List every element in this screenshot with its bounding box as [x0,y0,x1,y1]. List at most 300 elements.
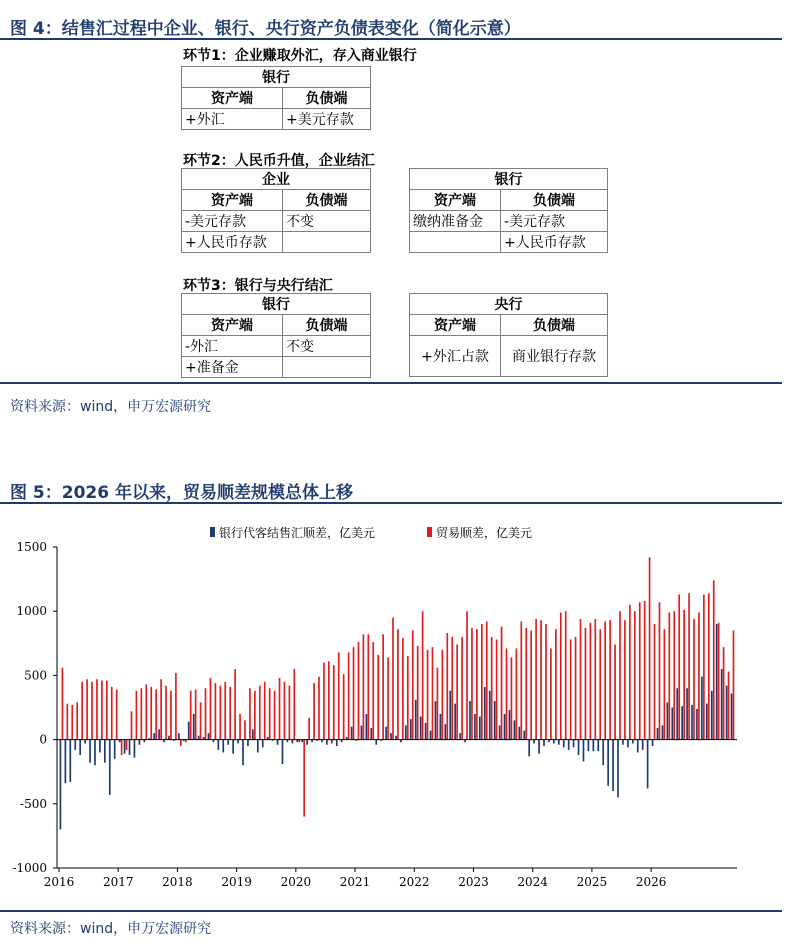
bar-trade-surplus [733,630,735,739]
x-tick-label: 2022 [398,875,430,889]
bar-fx-settlement [361,725,363,739]
bar-fx-settlement [232,740,234,754]
bar-trade-surplus [279,678,281,740]
bar-fx-settlement [642,740,644,750]
step2-corp-table [181,168,371,253]
bar-trade-surplus [466,611,468,739]
step1-liability-cell: +美元存款 [283,109,371,130]
bar-trade-surplus [323,663,325,740]
bar-fx-settlement [484,687,486,740]
bar-trade-surplus [693,619,695,740]
bar-trade-surplus [363,634,365,739]
balance-sheet-diagram [180,44,607,376]
step3-cb-liability-header: 负债端 [501,315,608,336]
bar-trade-surplus [165,686,167,740]
bar-fx-settlement [405,725,407,739]
bar-fx-settlement [420,716,422,739]
bar-trade-surplus [67,704,69,740]
bar-trade-surplus [471,628,473,740]
bar-trade-surplus [387,657,389,739]
bar-fx-settlement [612,740,614,791]
bar-trade-surplus [249,688,251,739]
bar-fx-settlement [716,624,718,740]
bar-fx-settlement [435,701,437,740]
bar-fx-settlement [558,740,560,745]
bar-fx-settlement [168,736,170,740]
step3-liability-header: 负债端 [283,315,371,336]
step1-liability-header: 负债端 [283,88,371,109]
bar-fx-settlement [706,704,708,740]
bar-trade-surplus [594,619,596,740]
bar-trade-surplus [590,623,592,740]
step2-corp-header: 企业 [182,169,371,190]
bar-trade-surplus [644,601,646,740]
bar-trade-surplus [634,611,636,739]
bar-trade-surplus [432,647,434,739]
bar-trade-surplus [229,687,231,740]
bar-trade-surplus [442,650,444,740]
bar-fx-settlement [686,688,688,739]
bar-fx-settlement [336,740,338,746]
bar-trade-surplus [708,593,710,739]
bar-fx-settlement [109,740,111,795]
step1-asset-header: 资产端 [182,88,283,109]
bar-trade-surplus [343,674,345,739]
bar-trade-surplus [575,637,577,740]
bar-trade-surplus [407,656,409,739]
bar-fx-settlement [331,740,333,744]
bar-trade-surplus [476,629,478,739]
bar-fx-settlement [662,725,664,739]
bar-trade-surplus [195,690,197,740]
bar-trade-surplus [570,639,572,739]
bar-trade-surplus [210,678,212,740]
x-tick-label: 2023 [458,875,489,889]
step2-corp-liability-1: 不变 [283,211,371,232]
step3-bank-asset-1: -外汇 [182,336,283,357]
bar-trade-surplus [348,652,350,739]
bar-fx-settlement [637,740,639,753]
step2-bank-asset-2 [410,232,501,253]
x-tick-label: 2018 [162,875,193,889]
bar-fx-settlement [449,691,451,740]
bar-fx-settlement [247,740,249,746]
x-tick-label: 2021 [339,875,371,889]
step3-cb-asset: +外汇占款 [410,336,501,377]
bar-trade-surplus [565,611,567,739]
step3-bank-table [181,293,371,378]
bar-fx-settlement [89,740,91,763]
bar-fx-settlement [479,716,481,739]
step2-corp-liability-header: 负债端 [283,190,371,211]
bar-trade-surplus [619,611,621,739]
step2-bank-table [409,168,608,253]
y-tick-label: -1000 [12,861,47,875]
bar-fx-settlement [390,733,392,739]
bar-fx-settlement [573,740,575,748]
bar-trade-surplus [668,612,670,739]
bar-trade-surplus [550,648,552,739]
bar-fx-settlement [533,740,535,744]
bar-fx-settlement [711,691,713,740]
bar-fx-settlement [153,733,155,739]
step3-cb-liability: 商业银行存款 [501,336,608,377]
step1-bank-table [181,66,371,130]
bar-fx-settlement [252,729,254,739]
bar-fx-settlement [593,740,595,752]
bar-fx-settlement [681,706,683,739]
x-tick-label: 2020 [280,875,312,889]
bar-trade-surplus [599,629,601,739]
bar-fx-settlement [459,733,461,739]
bar-trade-surplus [609,620,611,739]
bar-fx-settlement [79,740,81,755]
step2-title: 环节2：人民币升值，企业结汇 [183,153,375,169]
bar-fx-settlement [282,740,284,764]
bar-trade-surplus [664,629,666,739]
bar-trade-surplus [506,648,508,739]
bar-trade-surplus [649,557,651,739]
step3-cb-table [409,293,608,377]
bar-fx-settlement [351,727,353,740]
bar-fx-settlement [326,740,328,745]
bar-fx-settlement [553,740,555,744]
bar-fx-settlement [731,693,733,739]
bar-trade-surplus [451,637,453,740]
bar-trade-surplus [560,612,562,739]
step2-corp-asset-1: -美元存款 [182,211,283,232]
bar-fx-settlement [523,731,525,740]
bar-fx-settlement [129,740,131,755]
bar-trade-surplus [358,642,360,740]
bar-fx-settlement [277,740,279,745]
bar-trade-surplus [372,642,374,740]
bar-fx-settlement [528,740,530,757]
bar-fx-settlement [444,724,446,739]
bar-trade-surplus [629,605,631,740]
bar-trade-surplus [713,580,715,739]
step2-bank-header: 银行 [410,169,608,190]
bar-trade-surplus [417,646,419,740]
x-tick-label: 2016 [43,875,75,889]
bar-trade-surplus [382,634,384,739]
bar-trade-surplus [145,684,147,739]
bar-fx-settlement [474,714,476,740]
bar-fx-settlement [667,702,669,739]
bar-trade-surplus [180,740,182,746]
bar-fx-settlement [657,728,659,740]
legend-swatch-trade-surplus [427,527,432,537]
bar-trade-surplus [654,624,656,740]
bar-trade-surplus [422,611,424,739]
bar-fx-settlement [726,686,728,740]
bar-fx-settlement [139,740,141,745]
bar-trade-surplus [461,637,463,740]
bar-fx-settlement [489,691,491,740]
step2-corp-liability-2 [283,232,371,253]
bar-trade-surplus [402,638,404,739]
bar-fx-settlement [622,740,624,745]
bar-trade-surplus [392,618,394,740]
bar-trade-surplus [427,650,429,740]
bar-trade-surplus [215,683,217,740]
bar-trade-surplus [96,679,98,739]
bar-trade-surplus [269,688,271,739]
step2-bank-liability-2: +人民币存款 [501,232,608,253]
y-tick-label: 0 [39,732,47,747]
bar-fx-settlement [69,740,71,782]
step2-corp-asset-2: +人民币存款 [182,232,283,253]
bar-trade-surplus [728,672,730,740]
bar-trade-surplus [614,645,616,740]
bar-fx-settlement [430,731,432,740]
bar-fx-settlement [647,740,649,789]
bar-trade-surplus [141,688,143,739]
bar-trade-surplus [328,661,330,739]
bar-trade-surplus [284,682,286,740]
bar-fx-settlement [671,708,673,740]
figure-4-bottom-rule [0,382,782,384]
step1-title: 环节1：企业赚取外汇，存入商业银行 [183,48,417,64]
bar-fx-settlement [721,669,723,740]
bar-fx-settlement [583,740,585,762]
bar-fx-settlement [578,740,580,755]
step2-bank-asset-header: 资产端 [410,190,501,211]
bar-fx-settlement [538,740,540,754]
bar-trade-surplus [76,702,78,739]
figure-4-source: 资料来源：wind，申万宏源研究 [10,399,212,415]
bar-trade-surplus [368,634,370,739]
bar-fx-settlement [469,701,471,740]
bar-fx-settlement [124,740,126,754]
bar-trade-surplus [456,645,458,740]
bar-trade-surplus [624,620,626,739]
bar-trade-surplus [155,690,157,740]
figure-5-bottom-rule [0,910,782,912]
bar-fx-settlement [217,740,219,750]
bar-trade-surplus [718,623,720,740]
bar-fx-settlement [425,723,427,740]
bar-fx-settlement [292,740,294,744]
bar-fx-settlement [60,740,62,830]
bar-trade-surplus [491,637,493,740]
step2-bank-liability-header: 负债端 [501,190,608,211]
bar-trade-surplus [639,602,641,739]
bar-fx-settlement [415,700,417,740]
step3-cb-header: 央行 [410,294,608,315]
bar-trade-surplus [259,686,261,740]
bar-fx-settlement [632,740,634,744]
bar-trade-surplus [81,682,83,740]
bar-fx-settlement [158,729,160,739]
step3-bank-liability-2 [283,357,371,378]
bar-trade-surplus [308,718,310,740]
bar-trade-surplus [150,687,152,740]
bar-fx-settlement [114,740,116,759]
bar-trade-surplus [190,691,192,740]
bar-trade-surplus [673,611,675,739]
bar-trade-surplus [530,630,532,739]
bar-fx-settlement [568,740,570,750]
bar-fx-settlement [607,740,609,786]
bar-trade-surplus [293,669,295,740]
bar-trade-surplus [121,740,123,755]
bar-trade-surplus [136,691,138,740]
bar-trade-surplus [555,629,557,739]
bar-fx-settlement [410,719,412,740]
bar-fx-settlement [514,720,516,739]
y-tick-label: 1000 [16,604,47,619]
bar-trade-surplus [698,612,700,739]
bar-fx-settlement [370,728,372,740]
bar-trade-surplus [683,610,685,740]
legend-swatch-fx-settlement [210,527,215,537]
bar-trade-surplus [412,630,414,739]
bar-trade-surplus [234,669,236,740]
y-tick-label: 1500 [16,540,47,554]
bar-trade-surplus [481,624,483,740]
bar-trade-surplus [318,677,320,740]
bar-fx-settlement [188,722,190,740]
bar-fx-settlement [563,740,565,748]
bar-trade-surplus [604,621,606,739]
x-tick-label: 2017 [102,875,134,889]
bar-fx-settlement [227,740,229,745]
step1-bank-header: 银行 [182,67,371,88]
bar-fx-settlement [627,740,629,748]
bar-fx-settlement [242,740,244,766]
y-tick-label: 500 [24,668,47,683]
bar-fx-settlement [94,740,96,766]
bar-trade-surplus [397,629,399,739]
bar-trade-surplus [535,619,537,740]
bar-trade-surplus [254,691,256,740]
bar-trade-surplus [244,720,246,739]
bar-trade-surplus [525,628,527,740]
bar-trade-surplus [200,702,202,739]
y-tick-label: -500 [20,796,47,811]
bar-fx-settlement [84,740,86,744]
bar-trade-surplus [101,681,103,740]
bar-trade-surplus [86,679,88,739]
bar-fx-settlement [395,736,397,740]
bar-fx-settlement [602,740,604,766]
bar-trade-surplus [313,683,315,740]
bar-trade-surplus [289,686,291,740]
bar-fx-settlement [257,740,259,753]
bar-fx-settlement [208,733,210,739]
bar-trade-surplus [224,682,226,740]
legend-label-fx-settlement: 银行代客结售汇顺差，亿美元 [219,526,376,540]
bar-fx-settlement [588,740,590,752]
bar-trade-surplus [131,711,133,739]
bar-trade-surplus [688,593,690,739]
bar-trade-surplus [219,686,221,740]
bar-trade-surplus [545,624,547,740]
figure-5-title-rule [0,502,782,504]
step3-bank-asset-2: +准备金 [182,357,283,378]
bar-trade-surplus [205,688,207,739]
bar-fx-settlement [99,740,101,753]
step3-title: 环节3：银行与央行结汇 [183,278,333,294]
bar-trade-surplus [678,595,680,740]
bar-trade-surplus [437,668,439,740]
bar-trade-surplus [486,621,488,739]
bar-trade-surplus [116,690,118,740]
bar-fx-settlement [701,677,703,740]
bar-trade-surplus [111,687,113,740]
bar-trade-surplus [580,619,582,740]
bar-trade-surplus [540,620,542,739]
bar-trade-surplus [333,665,335,739]
bar-trade-surplus [496,639,498,739]
trade-surplus-chart [0,510,794,905]
bar-trade-surplus [303,740,305,817]
bar-fx-settlement [178,733,180,739]
bar-trade-surplus [106,681,108,740]
x-tick-label: 2026 [635,875,667,889]
x-tick-label: 2025 [576,875,608,889]
bar-fx-settlement [509,710,511,740]
step3-bank-header: 银行 [182,294,371,315]
bar-fx-settlement [385,727,387,740]
bar-fx-settlement [74,740,76,750]
bar-fx-settlement [617,740,619,798]
bar-fx-settlement [676,688,678,739]
bar-trade-surplus [170,691,172,740]
bar-fx-settlement [454,704,456,740]
bar-trade-surplus [377,655,379,740]
bar-trade-surplus [723,647,725,739]
bar-trade-surplus [520,621,522,739]
step2-corp-asset-header: 资产端 [182,190,283,211]
bar-trade-surplus [338,652,340,739]
bar-fx-settlement [440,714,442,740]
bar-fx-settlement [198,736,200,740]
x-tick-label: 2024 [517,875,548,889]
bar-fx-settlement [262,740,264,748]
bar-trade-surplus [501,627,503,740]
figure-4-title: 图 4：结售汇过程中企业、银行、央行资产负债表变化（简化示意） [10,19,521,39]
bar-fx-settlement [518,727,520,740]
bar-trade-surplus [446,633,448,740]
bar-fx-settlement [134,740,136,758]
bar-trade-surplus [353,647,355,739]
bar-trade-surplus [511,657,513,739]
step2-bank-liability-1: -美元存款 [501,211,608,232]
bar-fx-settlement [366,714,368,740]
step3-asset-header: 资产端 [182,315,283,336]
bar-trade-surplus [274,691,276,740]
step3-bank-liability-1: 不变 [283,336,371,357]
figure-5-title: 图 5：2026 年以来，贸易顺差规模总体上移 [10,483,353,503]
bar-fx-settlement [543,740,545,746]
bar-trade-surplus [91,682,93,740]
bar-trade-surplus [239,714,241,740]
step3-cb-asset-header: 资产端 [410,315,501,336]
bar-trade-surplus [264,682,266,740]
bar-trade-surplus [659,602,661,739]
bar-trade-surplus [62,668,64,740]
bar-fx-settlement [306,740,308,745]
bar-fx-settlement [65,740,67,784]
legend-label-trade-surplus: 贸易顺差，亿美元 [436,526,533,540]
bar-trade-surplus [160,679,162,739]
bar-trade-surplus [126,740,128,750]
bar-fx-settlement [652,740,654,746]
bar-fx-settlement [494,701,496,740]
step1-asset-cell: +外汇 [182,109,283,130]
